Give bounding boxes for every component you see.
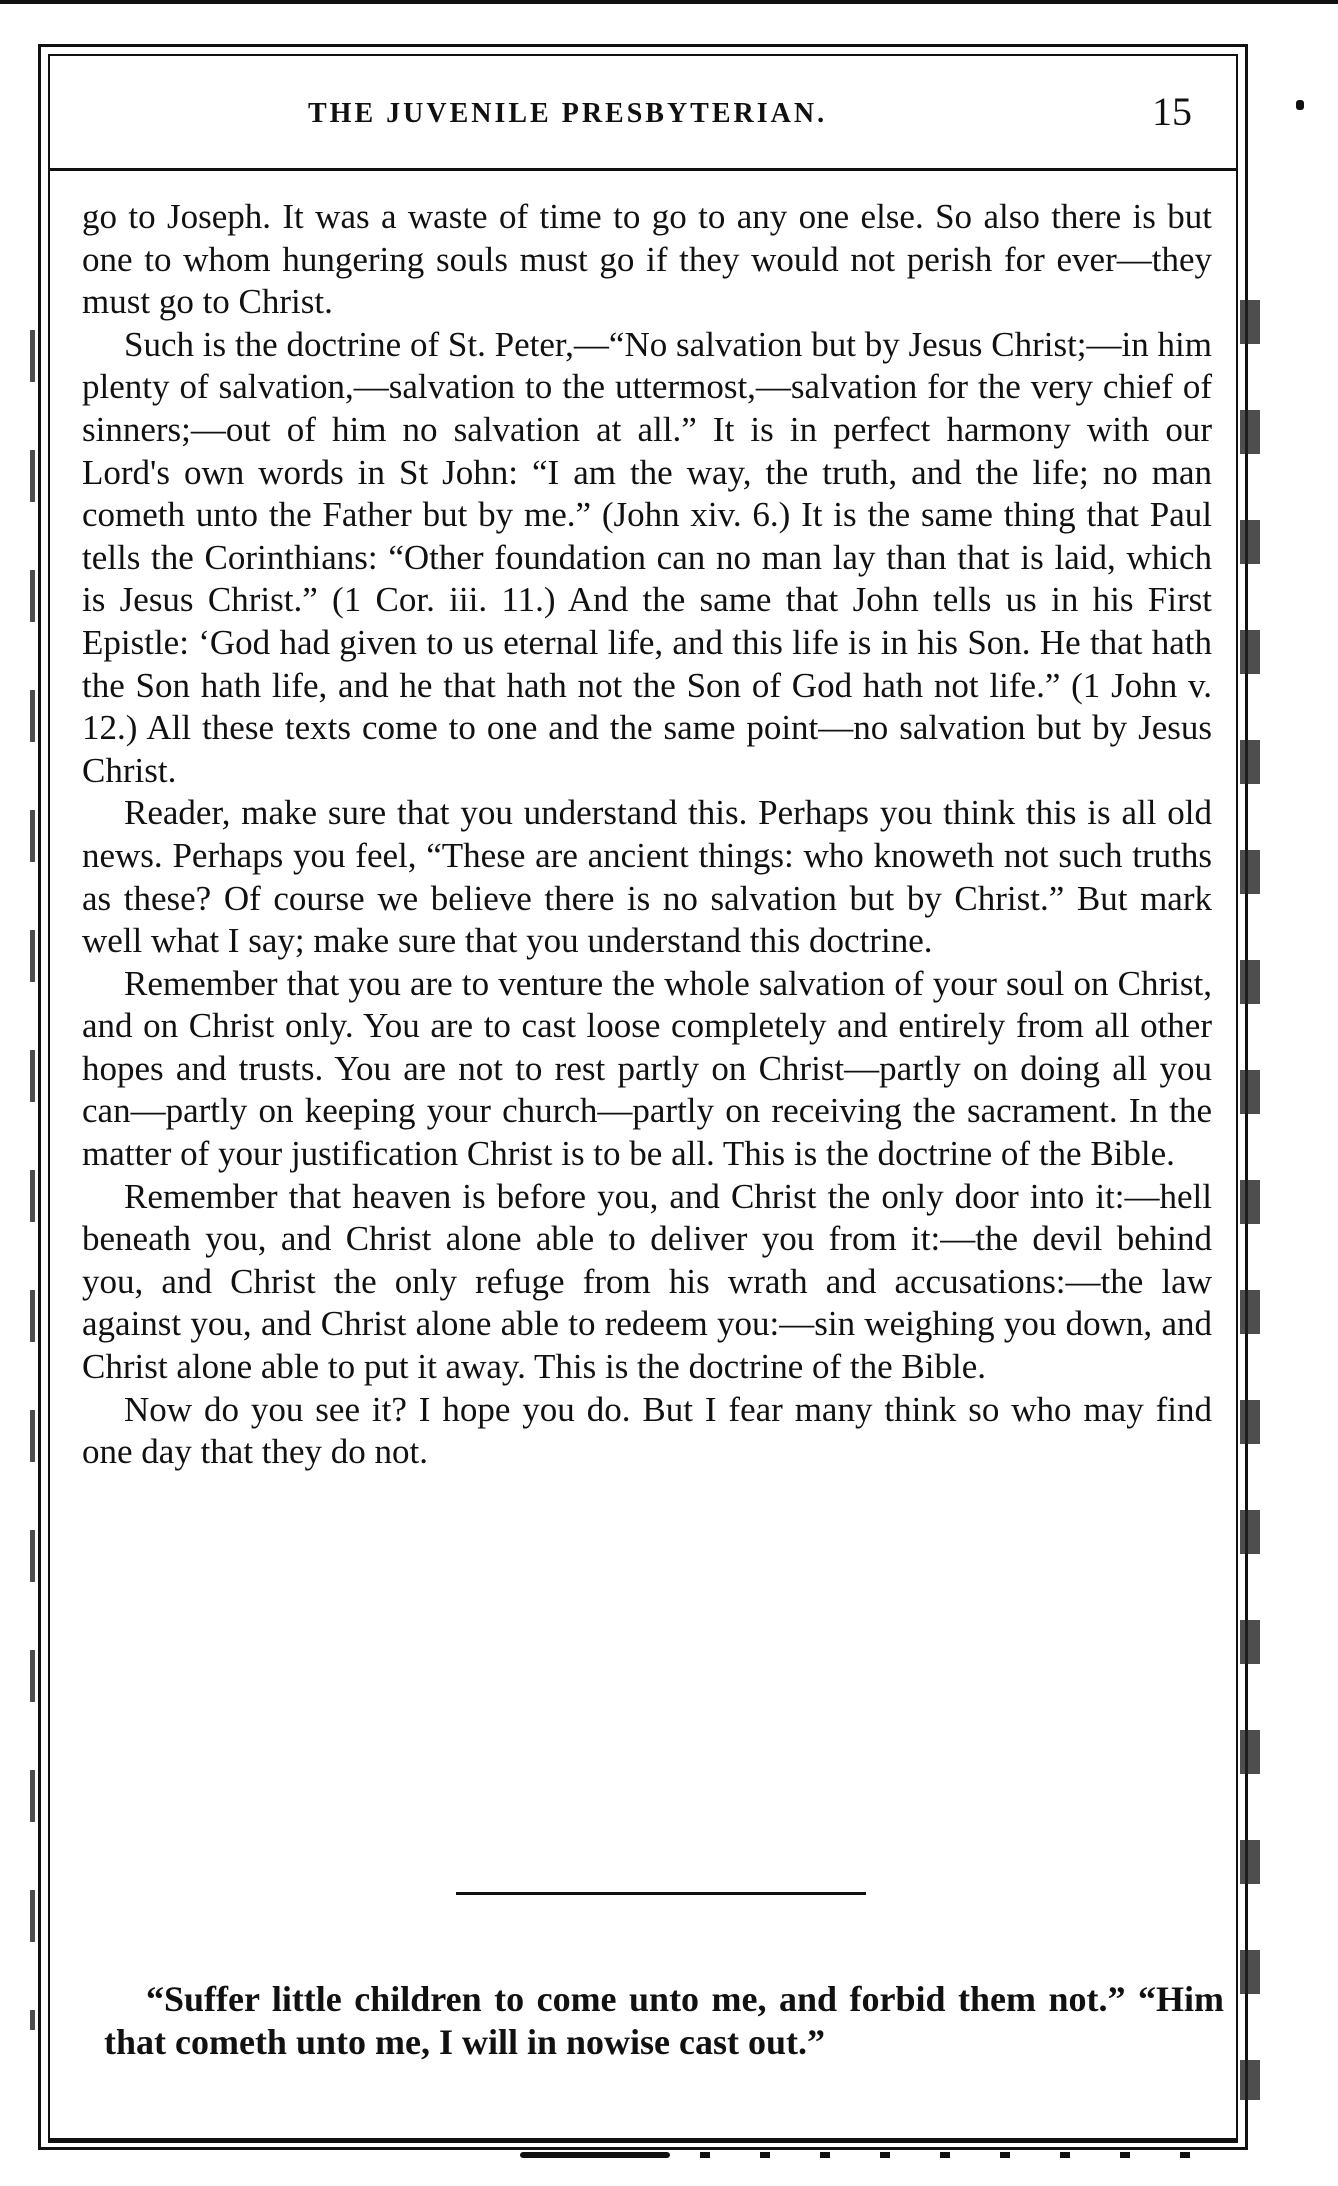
journal-title: THE JUVENILE PRESBYTERIAN. [308,98,828,129]
margin-dot [1296,100,1304,110]
paragraph-reader-make-sure: Reader, make sure that you understand this. Perhaps you think this is all old news. Perhaps you feel, “These are ancient things: who knoweth not such truths as these? Of course we believe there is no salvation but by Christ.” But mark well what I say; make sure that you understand this doctrine. [82,793,1212,961]
paragraph-now-do-you-see: Now do you see it? I hope you do. But I fear many think so who may find one day that they do not. [82,1389,1212,1472]
page-number: 15 [1152,89,1192,134]
header-rule [48,168,1238,171]
scan-margin-marks-left [30,330,35,2030]
section-separator [456,1892,866,1895]
closing-quote: “Suffer little children to come unto me, and forbid them not.” “Him that cometh unto me, I will in nowise cast out.” [104,1979,1224,2062]
bottom-rule [48,2140,1238,2143]
paragraph-remember-venture: Remember that you are to venture the whole salvation of your soul on Christ, and on Christ only. You are to cast loose completely and entirely from all other hopes and trusts. You are not to rest partly on Christ—partly on doing all you can—partly on keeping your church—partly on receiving the sacrament. In the matter of your justification Christ is to be all. This is the doctrine of the Bible. [82,963,1212,1174]
bottom-ornament [520,2152,670,2158]
running-head [48,88,1238,138]
paragraph-doctrine-of-peter: Such is the doctrine of St. Peter,—“No salvation but by Jesus Christ;—in him plenty of salvation,—salvation to the uttermost,—salvation for the very chief of sinners;—out of him no salvation at all.” It is in perfect harmony with our Lord's own words in St John: “I am the way, the truth, and the life; no man cometh unto the Father but by me.” (John xiv. 6.) It is the same thing that Paul tells the Corinthians: “Other foundation can no man lay than that is laid, which is Jesus Christ.” (1 Cor. iii. 11.) And the same that John tells us in his First Epistle: ‘God had given to us eternal life, and this life is in his Son. He that hath the Son hath life, and he that hath not the Son of God hath not life.” (1 John v. 12.) All these texts come to one and the same point—no salvation but by Jesus Christ. [82,324,1212,790]
paragraph-remember-heaven: Remember that heaven is before you, and Christ the only door into it:—hell beneath you, and Christ alone able to deliver you from it:—the devil behind you, and Christ the only refuge from his wrath and accusations:—the law against you, and Christ alone able to redeem you:—sin weighing you down, and Christ alone able to put it away. This is the doctrine of the Bible. [82,1176,1212,1387]
top-rule [0,0,1338,4]
paragraph-continuation: go to Joseph. It was a waste of time to go to any one else. So also there is but one to whom hungering souls must go if they would not perish for ever—they must go to Christ. [82,197,1212,322]
scan-margin-marks-right [1240,300,1260,2100]
bottom-dashes [700,2152,1240,2158]
article-body [82,196,1212,1474]
